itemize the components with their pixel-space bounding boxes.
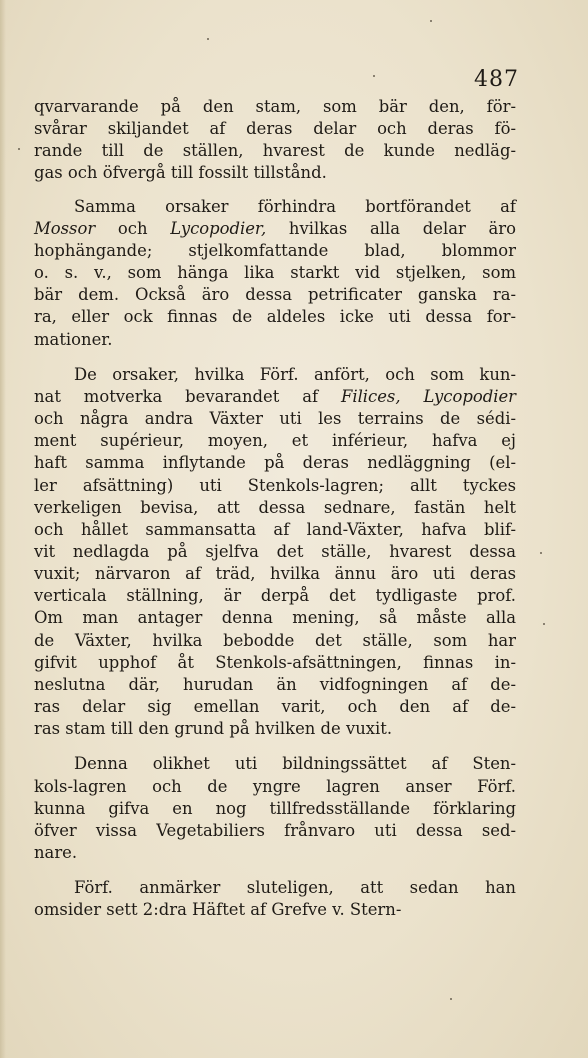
text-segment: öfver vissa Vegetabiliers frånvaro uti dessa sed-: [34, 820, 516, 840]
text-line: [34, 674, 516, 696]
text-line: [34, 630, 516, 652]
text-segment: ras stam till den grund på hvilken de vuxit.: [34, 719, 393, 739]
text-segment: kunna gifva en nog tillfredsställande förklaring: [34, 798, 516, 818]
text-segment: qvarvarande på den stam, som bär den, för-: [34, 97, 516, 116]
paper-speck: [540, 552, 542, 554]
text-line: [34, 196, 516, 218]
text-segment: Förf. anmärker sluteligen, att sedan han: [74, 878, 516, 898]
text-segment: De orsaker, hvilka Förf. anfört, och som kun-: [74, 364, 516, 384]
text-line: [34, 497, 516, 519]
text-line: [34, 776, 516, 798]
paper-speck: [207, 38, 209, 40]
text-segment: kols-lagren och de yngre lagren anser Förf.: [34, 776, 516, 796]
italic-term: Lycopodier,: [170, 218, 267, 238]
text-segment: och hållet sammansatta af land-Växter, hafva blif-: [34, 519, 516, 539]
text-segment: omsider sett 2:dra Häftet af Grefve v. Stern-: [34, 900, 402, 920]
text-line: [34, 475, 516, 497]
paper-speck: [18, 148, 20, 150]
body-text: [34, 96, 516, 921]
text-segment: hophängande; stjelkomfattande blad, blommor: [34, 240, 516, 260]
text-segment: ras delar sig emellan varit, och den af de-: [34, 697, 516, 717]
paragraph-gap: [34, 351, 516, 364]
text-line: [34, 899, 516, 921]
text-segment: haft samma inflytande på deras nedläggning (el-: [34, 453, 516, 473]
text-line: [34, 718, 516, 740]
text-segment: ler afsättning) uti Stenkols-lagren; allt tyckes: [34, 475, 516, 495]
text-line: [34, 284, 516, 306]
text-segment: nat motverka bevarandet af: [34, 386, 341, 406]
text-line: [34, 118, 516, 140]
text-line: [34, 452, 516, 474]
text-line: [34, 140, 516, 162]
text-line: [34, 218, 516, 240]
paragraph-gap: [34, 740, 516, 753]
text-line: [34, 519, 516, 541]
text-segment: verticala ställning, är derpå det tydligaste prof.: [34, 586, 516, 606]
paper-speck: [450, 998, 452, 1000]
paper-speck: [373, 75, 375, 77]
text-segment: rande till de ställen, hvarest de kunde nedläg-: [34, 141, 516, 161]
text-line: [34, 798, 516, 820]
text-segment: de Växter, hvilka bebodde det ställe, som har: [34, 630, 516, 650]
paper-speck: [543, 623, 545, 625]
italic-term: Lycopodier: [423, 386, 516, 406]
text-segment: neslutna där, hurudan än vidfogningen af de-: [34, 674, 516, 694]
text-segment: o. s. v., som hänga lika starkt vid stjelken, som: [34, 263, 516, 283]
text-line: [34, 364, 516, 386]
text-segment: gifvit upphof åt Stenkols-afsättningen, finnas in-: [34, 652, 516, 672]
text-line: [34, 408, 516, 430]
italic-term: Mossor: [34, 218, 96, 238]
paper-speck: [430, 20, 432, 22]
text-segment: [401, 387, 424, 406]
text-segment: ra, eller ock finnas de aldeles icke uti dessa for-: [34, 307, 516, 327]
text-line: [34, 652, 516, 674]
text-line: [34, 820, 516, 842]
paragraph-gap: [34, 864, 516, 877]
text-segment: Om man antager denna mening, så måste alla: [34, 608, 516, 628]
text-line: [34, 162, 516, 184]
text-line: [34, 306, 516, 328]
text-segment: gas och öfvergå till fossilt tillstånd.: [34, 163, 327, 183]
paragraph-gap: [34, 185, 516, 196]
text-line: [34, 240, 516, 262]
text-line: [34, 96, 516, 118]
text-line: [34, 842, 516, 864]
text-line: [34, 607, 516, 629]
text-segment: ment supérieur, moyen, et inférieur, hafva ej: [34, 431, 516, 451]
text-line: [34, 563, 516, 585]
text-line: [34, 753, 516, 775]
text-segment: nare.: [34, 843, 78, 862]
text-segment: och några andra Växter uti les terrains de sédi-: [34, 409, 516, 429]
text-segment: mationer.: [34, 329, 113, 349]
text-segment: bär dem. Också äro dessa petrificater ganska ra-: [34, 285, 516, 305]
text-line: [34, 541, 516, 563]
text-line: [34, 877, 516, 899]
text-segment: vuxit; närvaron af träd, hvilka ännu äro uti deras: [34, 564, 516, 584]
text-line: [34, 386, 516, 408]
text-segment: Samma orsaker förhindra bortförandet af: [74, 196, 516, 216]
text-line: [34, 585, 516, 607]
text-segment: vit nedlagda på sjelfva det ställe, hvarest dessa: [34, 541, 516, 561]
text-segment: hvilkas alla delar äro: [266, 218, 516, 238]
page-number: 487: [474, 67, 519, 92]
page-edge-shadow: [0, 0, 6, 1058]
text-line: [34, 430, 516, 452]
text-segment: och: [95, 218, 171, 238]
text-segment: verkeligen bevisa, att dessa sednare, fastän helt: [34, 497, 516, 517]
text-line: [34, 696, 516, 718]
text-segment: Denna olikhet uti bildningssättet af Sten-: [74, 754, 516, 774]
text-line: [34, 262, 516, 284]
text-segment: svårar skiljandet af deras delar och deras fö-: [34, 119, 516, 139]
text-line: [34, 329, 516, 351]
italic-term: Filices,: [340, 386, 401, 406]
